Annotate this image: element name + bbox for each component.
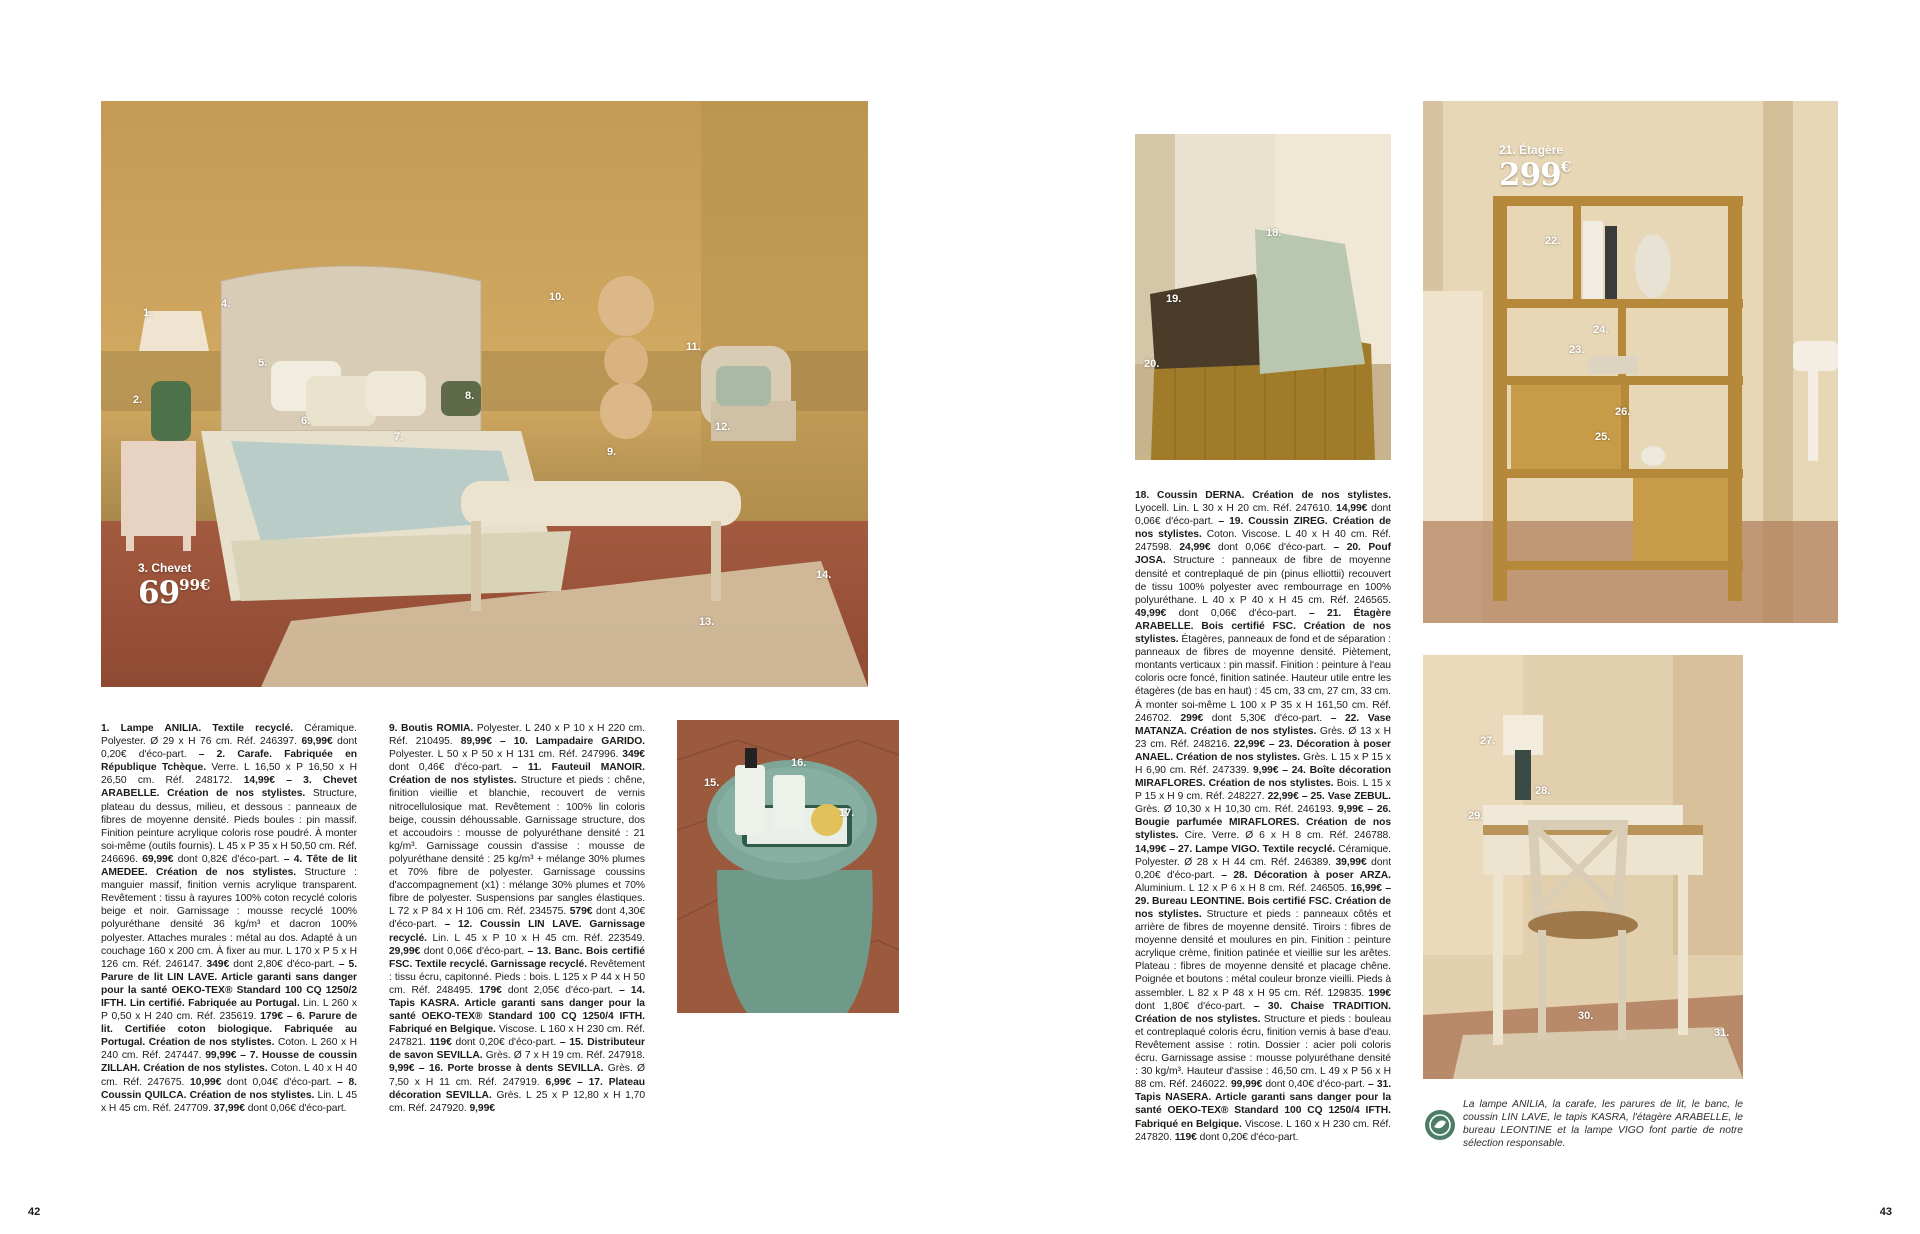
callout-23: 23.: [1569, 344, 1585, 356]
page-number-right: 43: [1879, 1206, 1892, 1218]
callout-12: 12.: [715, 421, 731, 433]
shelf-photo: [1423, 101, 1838, 623]
callout-1: 1.: [143, 307, 153, 319]
price-tag-label: 21. Étagère: [1499, 143, 1564, 157]
callout-4: 4.: [221, 298, 231, 310]
callout-16: 16.: [791, 757, 807, 769]
callout-11: 11.: [686, 341, 701, 353]
callout-29: 29.: [1468, 810, 1484, 822]
callout-9: 9.: [607, 446, 617, 458]
callout-5: 5.: [258, 357, 268, 369]
cushions-photo: [1135, 134, 1391, 460]
callout-25: 25.: [1595, 431, 1611, 443]
callout-8: 8.: [465, 390, 475, 402]
callout-20: 20.: [1144, 358, 1160, 370]
callout-27: 27.: [1480, 735, 1496, 747]
stool-photo: [677, 720, 899, 1013]
callout-13: 13.: [699, 616, 715, 628]
callout-7: 7.: [394, 431, 404, 443]
desk-photo: [1423, 655, 1743, 1079]
callout-6: 6.: [301, 415, 311, 427]
callout-19: 19.: [1166, 293, 1182, 305]
price-tag-chevet: [138, 561, 210, 611]
callout-24: 24.: [1593, 324, 1609, 336]
price-integer: 69: [138, 575, 180, 611]
callout-14: 14.: [816, 569, 832, 581]
price-decimals: 99€: [179, 576, 211, 594]
callout-22: 22.: [1545, 235, 1561, 247]
price-tag-etagere: [1499, 143, 1571, 193]
eco-selection-note: La lampe ANILIA, la carafe, les parures de lit, le banc, le coussin LIN LAVE, le tapis KASRA, l'étagère ARABELLE, le bureau LEONTINE et la lampe VIGO font partie de notre sélection responsable.: [1463, 1099, 1743, 1149]
callout-18: 18.: [1266, 227, 1282, 239]
product-text-column-1: 1. Lampe ANILIA. Textile recyclé. Céramique. Polyester. Ø 29 x H 76 cm. Réf. 246397. 69,99€ dont 0,20€ d'éco-part. – 2. Carafe. Fabriquée en République Tchèque. Verre. L 16,50 x P 16,50 x H 26,50 cm. Réf. 248172. 14,99€ – 3. Chevet ARABELLE. Création de nos stylistes. Structure, plateau du dessus, milieu, et dessous : panneaux de fibres de moyenne densité. Pieds boules : pin massif. Finition peinture acrylique coloris rose poudré. À monter soi-même (outils fournis). L 45 x P 35 x H 50,50 cm. Réf. 246696. 69,99€ dont 0,82€ d'éco-part. – 4. Tête de lit AMEDEE. Création de nos stylistes. Structure : manguier massif, finition vernis acrylique transparent. Revêtement : tissu à rayures 100% coton recyclé coloris beige et noir. Garnissage : mousse recyclé 100% polyuréthane densité 36 kg/m³ et dacron 100% polyester. Attaches murales : métal au dos. Adapté à un couchage 160 x 200 cm. À fixer au mur. L 170 x P 5 x H 126 cm. Réf. 246147. 349€ dont 2,80€ d'éco-part. – 5. Parure de lit LIN LAVE. Article garanti sans danger pour la santé OEKO-TEX® Standard 100 CQ 1250/2 IFTH. Lin certifié. Fabriquée au Portugal. Lin. L 260 x P 0,50 x H 240 cm. Réf. 235619. 179€ – 6. Parure de lit. Certifiée coton biologique. Fabriquée au Portugal. Création de nos stylistes. Coton. L 260 x H 240 cm. Réf. 247447. 99,99€ – 7. Housse de coussin ZILLAH. Création de nos stylistes. Coton. L 40 x H 40 cm. Réf. 247675. 10,99€ dont 0,04€ d'éco-part. – 8. Coussin QUILCA. Création de nos stylistes. Lin. L 45 x H 45 cm. Réf. 247709. 37,99€ dont 0,06€ d'éco-part.: [101, 723, 358, 1114]
product-text-column-2: 9. Boutis ROMIA. Polyester. L 240 x P 10 x H 220 cm. Réf. 210495. 89,99€ – 10. Lampadaire GARIDO. Polyester. L 50 x P 50 x H 131 cm. Réf. 247996. 349€ dont 0,46€ d'éco-part. – 11. Fauteuil MANOIR. Création de nos stylistes. Structure et pieds : chêne, finition vieillie et blanchie, recouvert de vernis nitrocellulosique mat. Revêtement : 100% lin coloris beige, coussin déhoussable. Garnissage structure, dos et accoudoirs : mousse de polyuréthane densité : 21 kg/m³. Garnissage coussin d'assise : mousse de polyuréthane densité : 25 kg/m³ + mélange 30% plumes et 70% fibre de polyester. Garnissage coussins d'accompagnement (x1) : mélange 30% plumes et 70% fibre de polyester. Suspensions par sangles élastiques. L 72 x P 84 x H 106 cm. Réf. 234575. 579€ dont 4,30€ d'éco-part. – 12. Coussin LIN LAVE. Garnissage recyclé. Lin. L 45 x P 10 x H 45 cm. Réf. 223549. 29,99€ dont 0,06€ d'éco-part. – 13. Banc. Bois certifié FSC. Textile recyclé. Garnissage recyclé. Revêtement : tissu écru, capitonné. Pieds : bois. L 125 x P 44 x H 50 cm. Réf. 248495. 179€ dont 2,05€ d'éco-part. – 14. Tapis KASRA. Article garanti sans danger pour la santé OEKO-TEX® Standard 100 CQ 1250/4 IFTH. Fabriqué en Belgique. Viscose. L 160 x H 230 cm. Réf. 247821. 119€ dont 0,20€ d'éco-part. – 15. Distributeur de savon SEVILLA. Grès. Ø 7 x H 19 cm. Réf. 247918. 9,99€ – 16. Porte brosse à dents SEVILLA. Grès. Ø 7,50 x H 11 cm. Réf. 247919. 6,99€ – 17. Plateau décoration SEVILLA. Grès. L 25 x P 12,80 x H 1,70 cm. Réf. 247920. 9,99€: [389, 723, 645, 1114]
callout-30: 30.: [1578, 1010, 1594, 1022]
leaf-globe-icon: [1425, 1110, 1455, 1140]
callout-15: 15.: [704, 777, 720, 789]
callout-26: 26.: [1615, 406, 1631, 418]
product-text-column-3: 18. Coussin DERNA. Création de nos stylistes. Lyocell. Lin. L 30 x H 20 cm. Réf. 247610. 14,99€ dont 0,06€ d'éco-part. – 19. Coussin ZIREG. Création de nos stylistes. Coton. Viscose. L 40 x H 40 cm. Réf. 247598. 24,99€ dont 0,06€ d'éco-part. – 20. Pouf JOSA. Structure : panneaux de fibre de moyenne densité et contreplaqué de pin (pinus elliottii) recouvert de tissu 100% polyester avec rembourrage en 100% polyuréthane. L 40 x P 40 x H 45 cm. Réf. 246565. 49,99€ dont 0,06€ d'éco-part. – 21. Étagère ARABELLE. Bois certifié FSC. Création de nos stylistes. Étagères, panneaux de fond et de séparation : panneaux de fibres de moyenne densité. Piètement, montants verticaux : pin massif. Finition : peinture à l'eau coloris ocre foncé, finition satinée. Hauteur utile entre les étagères (de bas en haut) : 45 cm, 33 cm, 27 cm, 33 cm. À monter soi-même L 100 x P 35 x H 161,50 cm. Réf. 246702. 299€ dont 5,30€ d'éco-part. – 22. Vase MATANZA. Création de nos stylistes. Grès. Ø 13 x H 23 cm. Réf. 248216. 22,99€ – 23. Décoration à poser ANAEL. Création de nos stylistes. Grès. L 15 x P 15 x H 6,90 cm. Réf. 247339. 9,99€ – 24. Boîte décoration MIRAFLORES. Création de nos stylistes. Bois. L 15 x P 15 x H 9 cm. Réf. 248227. 22,99€ – 25. Vase ZEBUL. Grès. Ø 10,30 x H 10,30 cm. Réf. 246193. 9,99€ – 26. Bougie parfumée MIRAFLORES. Création de nos stylistes. Cire. Verre. Ø 6 x H 8 cm. Réf. 246788. 14,99€ – 27. Lampe VIGO. Textile recyclé. Céramique. Polyester. Ø 28 x H 44 cm. Réf. 246389. 39,99€ dont 0,20€ d'éco-part. – 28. Décoration à poser ARZA. Aluminium. L 12 x P 6 x H 8 cm. Réf. 246505. 16,99€ – 29. Bureau LEONTINE. Bois certifié FSC. Création de nos stylistes. Structure et pieds : panneaux côtés et arrière de fibres de moyenne densité. Tiroirs : fibres de moyenne densité et moulures en pin. Finition : peinture acrylique crème, finition patinée et vieillie sur les arêtes. Plateau : fibres de moyenne densité et placage chêne. Poignée et boutons : métal couleur bronze vieilli. Pieds à assembler. L 82 x P 48 x H 95 cm. Réf. 129835. 199€ dont 1,80€ d'éco-part. – 30. Chaise TRADITION. Création de nos stylistes. Structure et pieds : bouleau et contreplaqué coloris écru, finition vernis à base d'eau. Revêtement assise : rotin. Dossier : acier poli coloris écru. Garnissage assise : mousse polyuréthane densité : 30 kg/m³. Hauteur d'assise : 46,50 cm. L 49 x P 56 x H 88 cm. Réf. 246022. 99,99€ dont 0,40€ d'éco-part. – 31. Tapis NASERA. Article garanti sans danger pour la santé OEKO-TEX® Standard 100 CQ 1250/4 IFTH. Fabriqué en Belgique. Viscose. L 160 x H 230 cm. Réf. 247820. 119€ dont 0,20€ d'éco-part.: [1135, 490, 1392, 1143]
price-tag-label: 3. Chevet: [138, 561, 192, 575]
bedroom-photo: [101, 101, 868, 687]
callout-17: 17.: [839, 807, 855, 819]
price-integer: 299: [1499, 157, 1561, 193]
page-number-left: 42: [28, 1206, 41, 1218]
callout-2: 2.: [133, 394, 143, 406]
callout-10: 10.: [549, 291, 565, 303]
callout-28: 28.: [1535, 785, 1551, 797]
price-decimals: €: [1560, 158, 1572, 176]
callout-31: 31.: [1714, 1027, 1730, 1039]
